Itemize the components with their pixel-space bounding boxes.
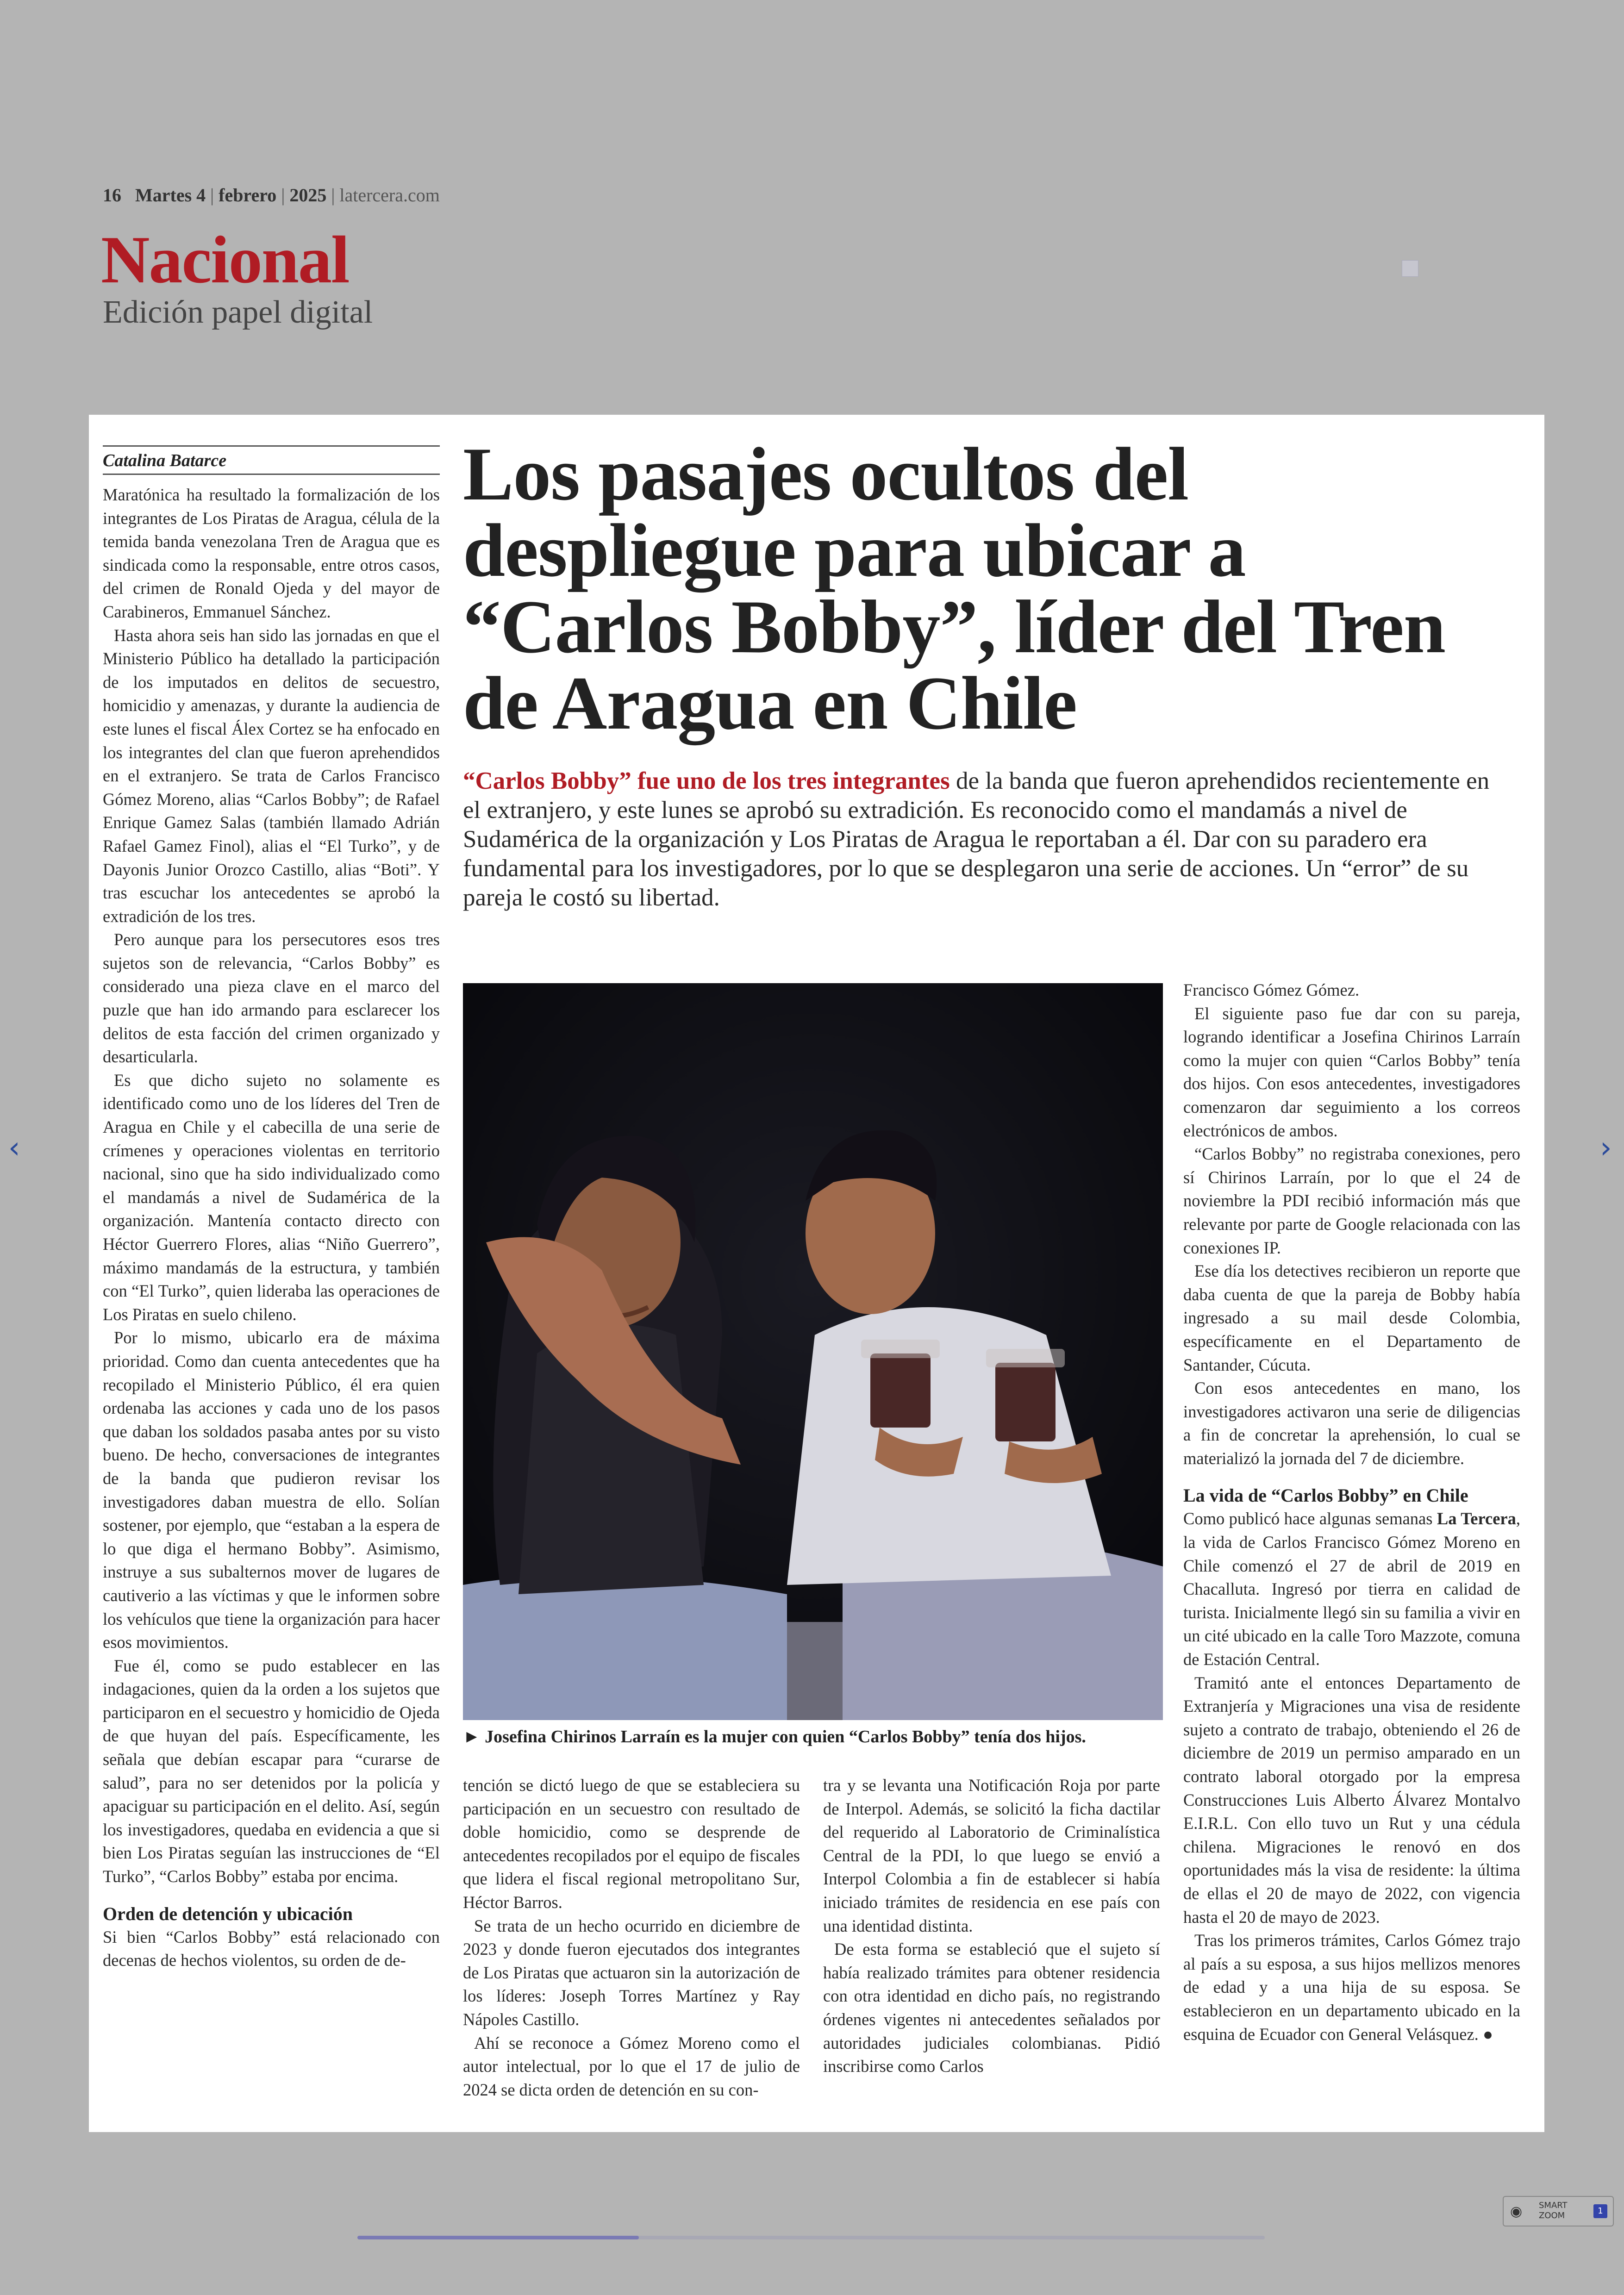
zoom-label [1539, 2201, 1567, 2221]
headline: Los pasajes ocultos del despliegue para ubicar a “Carlos Bobby”, líder del Tren de Aragua en Chile [463, 432, 1446, 745]
section-subtitle: Edición papel digital [103, 294, 373, 330]
subheading: Orden de detención y ubicación [103, 1903, 353, 1924]
column-2 [463, 1774, 800, 2102]
paragraph: Se trata de un hecho ocurrido en diciembre de 2023 y donde fueron ejecutados dos integrantes de Los Piratas que actuaron sin la autorización de los líderes: Joseph Torres Martínez y Ray Nápoles Castillo. [463, 1916, 800, 2029]
page-header-meta: 16 Martes 4 | febrero | 2025 | latercera.com [103, 185, 440, 206]
page-progress-fill [357, 2236, 639, 2239]
paragraph: Por lo mismo, ubicarlo era de máxima prioridad. Como dan cuenta antecedentes que ha recopilado el Ministerio Público, él era quien ordenaba las acciones y cada uno de los pasos que daban los soldados pasaba antes por su visto bueno. De hecho, conversaciones de integrantes de la banda que pudieron revisar los investigadores daban muestra de ello. Solían sostener, por ejemplo, que “estaban a la espera de lo que diga el hermano Bobby”. Asimismo, instruye a sus subalternos mover de lugares de cautiverio a las víctimas y que le informen sobre los vehículos que tiene la organización para hacer esos movimientos. [103, 1328, 440, 1652]
paragraph: Francisco Gómez Gómez. [1183, 980, 1360, 999]
couple-photo-illustration [463, 983, 1163, 1720]
chevron-left-icon[interactable]: ‹ [8, 1131, 20, 1165]
zoom-label-line: SMART [1539, 2201, 1568, 2210]
text-run: Como publicó hace algunas semanas [1183, 1509, 1437, 1528]
date-year: 2025 [289, 185, 327, 206]
paragraph: Con esos antecedentes en mano, los investigadores activaron una serie de diligencias a fin de concretar la aprehensión, lo cual se materializó la jornada del 7 de diciembre. [1183, 1378, 1520, 1468]
chevron-right-icon[interactable]: › [1600, 1131, 1612, 1165]
paragraph: Es que dicho sujeto no solamente es identificado como uno de los líderes del Tren de Aragua en Chile y el cabecilla de una serie de crímenes y operaciones violentas en territorio nacional, sino que ha sido individualizado como el mandamás a nivel de Sudamérica de la organización. Mantenía contacto directo con Héctor Guerrero Flores, alias “Niño Guerrero”, máximo mandamás de la estructura, y también con “El Turko”, quien lideraba las operaciones de Los Piratas en suelo chileno. [103, 1070, 440, 1324]
paragraph: “Carlos Bobby” no registraba conexiones, pero sí Chirinos Larraín, por lo que el 24 de noviembre la PDI recibió información más que relevante por parte de Google relacionada con las conexiones IP. [1183, 1144, 1520, 1257]
paragraph: El siguiente paso fue dar con su pareja, logrando identificar a Josefina Chirinos Larraín como la mujer con quien “Carlos Bobby” tenía dos hijos. Con esos antecedentes, investigadores comenzaron dar seguimiento a los correos electrónicos de ambos. [1183, 1004, 1520, 1140]
paragraph: Ese día los detectives recibieron un reporte que daba cuenta de que la pareja de Bobby había ingresado a su mail desde Colombia, específicamente en el Departamento de Santander, Cúcuta. [1183, 1261, 1520, 1374]
column-4 [1183, 979, 1520, 2046]
byline: Catalina Batarce [103, 445, 440, 475]
date-month: febrero [219, 185, 277, 206]
column-3 [823, 1774, 1160, 2078]
eye-icon: ◉ [1510, 2203, 1523, 2220]
paragraph: De esta forma se estableció que el sujeto sí había realizado trámites para obtener residencia con otra identidad en dicho país, no registrando órdenes vigentes ni antecedentes señalados por autoridades judiciales colombianas. Pidió inscribirse como Carlos [823, 1940, 1160, 2076]
text-run: Tras los primeros trámites, Carlos Gómez trajo al país a su esposa, a sus hijos mellizos menores de edad y a una hija de su esposa. Se establecieron en un departamento ubicado en la esquina de Ecuador con General Velásquez. [1183, 1931, 1520, 2044]
publication-name: La Tercera [1437, 1509, 1516, 1528]
text-run: , la vida de Carlos Francisco Gómez Moreno en Chile comenzó el 27 de abril de 2019 en Chacalluta. Ingresó por tierra en calidad de turista. Inicialmente llegó sin su familia a vivir en un cité ubicado en la calle Toro Mazzote, comuna de Estación Central. [1183, 1509, 1520, 1669]
site-link[interactable]: latercera.com [339, 185, 440, 206]
date-day: Martes 4 [135, 185, 206, 206]
paragraph: tra y se levanta una Notificación Roja por parte de Interpol. Además, se solicitó la ficha dactilar del requerido al Laboratorio de Criminalística Central de la PDI, lo que luego se envió a Interpol Colombia a fin de establecer si había iniciado trámites de residencia en ese país con una identidad distinta. [823, 1776, 1160, 1935]
paragraph: Pero aunque para los persecutores esos tres sujetos son de relevancia, “Carlos Bobby” es considerado una pieza clave en el marco del puzle que han ido armando para esclarecer los delitos de esta facción del crimen organizado y desarticularla. [103, 930, 440, 1066]
zoom-page-badge: 1 [1593, 2204, 1607, 2218]
paragraph: Ahí se reconoce a Gómez Moreno como el autor intelectual, por lo que el 17 de julio de 2024 se dicta orden de detención en su con- [463, 2033, 800, 2099]
lead-paragraph [463, 767, 1505, 912]
paragraph: Maratónica ha resultado la formalización de los integrantes de Los Piratas de Aragua, célula de la temida banda venezolana Tren de Aragua que es sindicada como la responsable, entre otros casos, del crimen de Ronald Ojeda y del mayor de Carabineros, Emmanuel Sánchez. [103, 485, 440, 621]
column-1 [103, 483, 440, 1972]
paragraph: Hasta ahora seis han sido las jornadas en que el Ministerio Público ha detallado la participación de los imputados en delitos de secuestro, homicidio y amenazas, y durante la audiencia de este lunes el fiscal Álex Cortez se ha enfocado en los integrantes del clan que fueron aprehendidos en el extranjero. Se trata de Carlos Francisco Gómez Moreno, alias “Carlos Bobby”; de Rafael Enrique Gamez Salas (también llamado Adrián Rafael Gamez Finol), alias el “El Turko”, y de Dayonis Junior Orozco Castillo, alias “Boti”. Y tras escuchar los antecedentes se aprobó la extradición de los tres. [103, 625, 440, 926]
page-number: 16 [103, 185, 121, 206]
paragraph: Si bien “Carlos Bobby” está relacionado con decenas de hechos violentos, su orden de de- [103, 1927, 440, 1970]
subheading: La vida de “Carlos Bobby” en Chile [1183, 1485, 1468, 1506]
lead-highlight: “Carlos Bobby” fue uno de los tres integrantes [463, 767, 950, 794]
paragraph [1183, 1507, 1520, 1671]
section-title: Nacional [101, 222, 349, 297]
ad-placeholder-icon[interactable] [1402, 260, 1418, 277]
lead-text: de la banda que fueron aprehendidos recientemente en el extranjero, y este lunes se aprobó su extradición. Es reconocido como el mandamás a nivel de Sudamérica de la organización y Los Piratas de Aragua le reportaban a él. Dar con su paradero era fundamental para los investigadores, por lo que se desplegaron una serie de acciones. Un “error” de su pareja le costó su libertad. [463, 767, 1490, 911]
photo-caption: ► Josefina Chirinos Larraín es la mujer con quien “Carlos Bobby” tenía dos hijos. [463, 1727, 1086, 1746]
article-photo[interactable] [463, 983, 1163, 1720]
paragraph: Fue él, como se pudo establecer en las indagaciones, quien da la orden a los sujetos que participaron en el secuestro y homicidio de Ojeda de que huyan del país. Específicamente, les señala que debían escapar para “curarse de salud”, para no ser detenidos por la policía y apaciguar su participación en el delito. Así, según los investigadores, quedaba en evidencia a que si bien Los Piratas seguían las instrucciones de “El Turko”, “Carlos Bobby” estaba por encima. [103, 1656, 440, 1886]
newspaper-page [89, 415, 1544, 2132]
smart-zoom-button[interactable] [1503, 2196, 1614, 2226]
paragraph [1183, 1929, 1520, 2046]
end-mark-icon: ● [1482, 2024, 1493, 2044]
paragraph: Tramitó ante el entonces Departamento de Extranjería y Migraciones una visa de residente sujeto a contrato de trabajo, obteniendo el 26 de diciembre de 2019 un permiso amparado en un contrato laboral otorgado por la empresa Construcciones Luis Alberto Álvarez Montalvo E.I.R.L. Con ello tuvo un Rut y una cédula chilena. Migraciones le renovó en dos oportunidades más la visa de residente: la última de ellas el 20 de mayo de 2022, con vigencia hasta el 20 de mayo de 2023. [1183, 1673, 1520, 1927]
paragraph: tención se dictó luego de que se estableciera su participación en un secuestro con resultado de doble homicidio, como se desprende de antecedentes recopilados por el equipo de fiscales que lidera el fiscal regional metropolitano Sur, Héctor Barros. [463, 1776, 800, 1912]
zoom-label-line: ZOOM [1539, 2211, 1565, 2220]
